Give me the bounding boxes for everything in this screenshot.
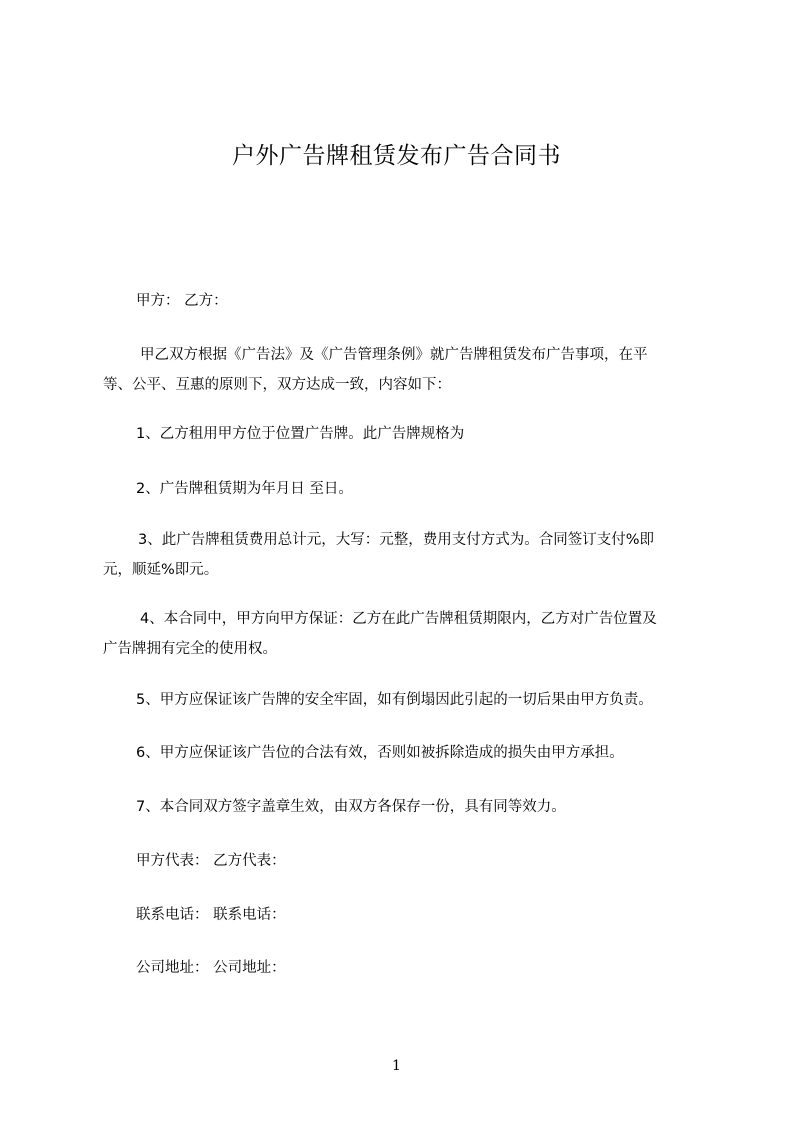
phones-line: 联系电话： 联系电话：: [136, 907, 286, 923]
intro-line-2: 等、公平、互惠的原则下，双方达成一致，内容如下：: [103, 377, 451, 393]
document-title: 户外广告牌租赁发布广告合同书: [232, 143, 561, 169]
clause-7: 7、本合同双方签字盖章生效，由双方各保存一份，具有同等效力。: [136, 799, 566, 815]
clause-1: 1、乙方租用甲方位于位置广告牌。此广告牌规格为: [136, 426, 465, 442]
clause-3-line-2: 元，顺延%即元。: [103, 562, 219, 578]
clause-5: 5、甲方应保证该广告牌的安全牢固，如有倒塌因此引起的一切后果由甲方负责。: [136, 692, 653, 708]
representatives-line: 甲方代表： 乙方代表：: [136, 853, 286, 869]
clause-2: 2、广告牌租赁期为年月日 至日。: [136, 481, 353, 497]
clause-3-paragraph: [103, 525, 703, 585]
page-number: 1: [392, 1058, 401, 1074]
clause-6: 6、甲方应保证该广告位的合法有效，否则如被拆除造成的损失由甲方承担。: [136, 745, 624, 761]
addresses-line: 公司地址： 公司地址：: [136, 960, 286, 976]
intro-paragraph: [103, 340, 703, 400]
clause-3-line-1: 3、此广告牌租赁费用总计元，大写：元整，费用支付方式为。合同签订支付%即: [138, 532, 655, 548]
clause-4-paragraph: [103, 604, 703, 664]
clause-4-line-2: 广告牌拥有完全的使用权。: [103, 641, 277, 657]
clause-4-line-1: 4、本合同中，甲方向甲方保证：乙方在此广告牌租赁期限内，乙方对广告位置及: [140, 611, 657, 627]
intro-line-1: 甲乙双方根据《广告法》及《广告管理条例》就广告牌租赁发布广告事项，在平: [140, 347, 648, 363]
parties-line: 甲方： 乙方：: [136, 293, 228, 309]
